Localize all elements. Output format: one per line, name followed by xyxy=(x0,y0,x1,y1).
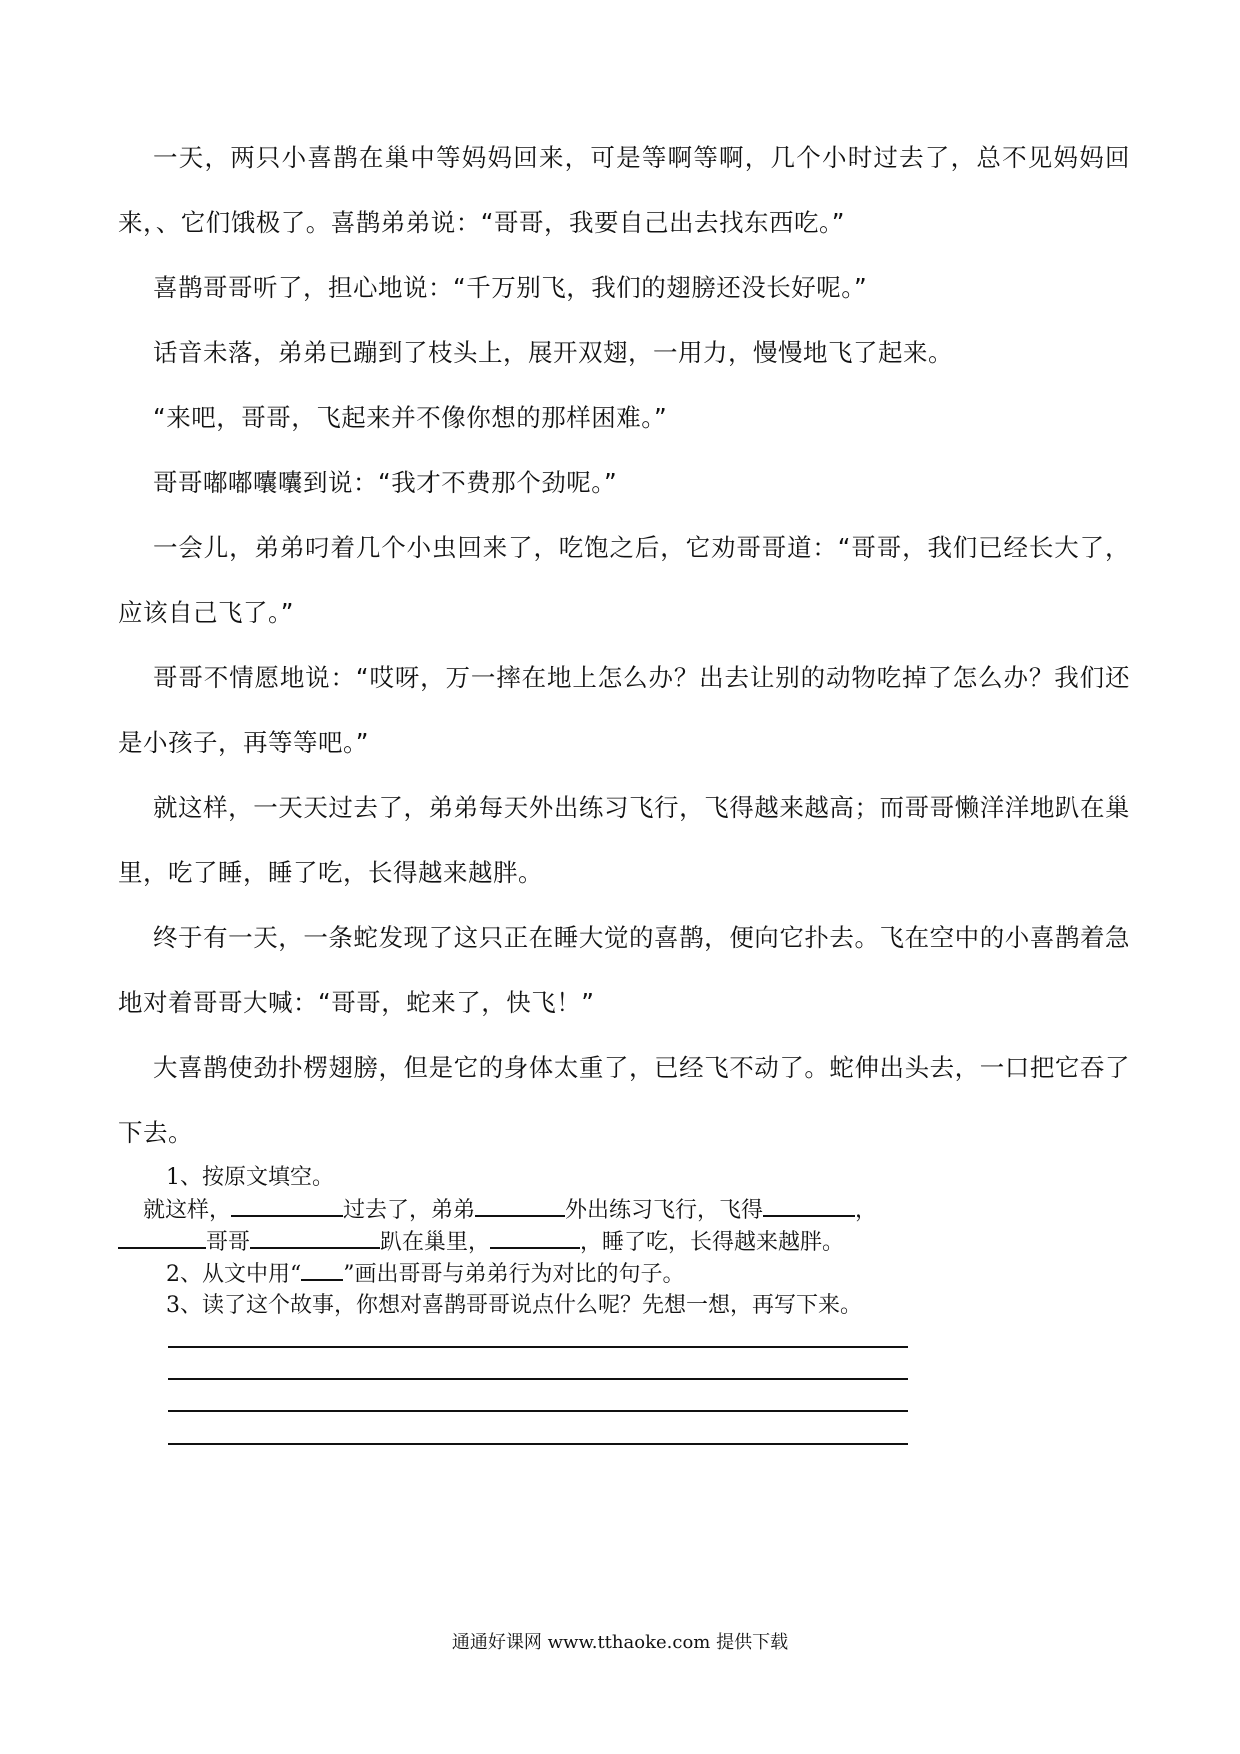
fill-blank[interactable] xyxy=(763,1195,855,1217)
fill-blank[interactable] xyxy=(118,1227,206,1249)
story-paragraph: 一会儿，弟弟叼着几个小虫回来了，吃饱之后，它劝哥哥道：“哥哥，我们已经长大了，应该自己飞了。” xyxy=(118,533,1130,627)
underline-sample xyxy=(301,1259,343,1281)
q1-text: ， xyxy=(855,1198,878,1223)
fill-blank[interactable] xyxy=(231,1195,343,1217)
footer-text: 通通好课网 www.tthaoke.com 提供下载 xyxy=(451,1632,789,1653)
story-text xyxy=(118,125,1130,1165)
q2-text: 2、从文中用“ xyxy=(166,1262,302,1287)
fill-blank[interactable] xyxy=(250,1227,380,1249)
q2-text: ”画出哥哥与弟弟行为对比的句子。 xyxy=(343,1262,685,1287)
q1-text: 哥哥 xyxy=(206,1230,251,1255)
story-paragraph: 喜鹊哥哥听了，担心地说：“千万别飞，我们的翅膀还没长好呢。” xyxy=(153,273,868,302)
answer-line[interactable] xyxy=(168,1443,908,1445)
answer-line[interactable] xyxy=(168,1410,908,1412)
fill-blank[interactable] xyxy=(490,1227,580,1249)
story-paragraph: 话音未落，弟弟已蹦到了枝头上，展开双翅，一用力，慢慢地飞了起来。 xyxy=(153,338,953,367)
story-paragraph: 大喜鹊使劲扑楞翅膀，但是它的身体太重了，已经飞不动了。蛇伸出头去，一口把它吞了下去。 xyxy=(118,1053,1130,1147)
story-paragraph: 一天，两只小喜鹊在巢中等妈妈回来，可是等啊等啊，几个小时过去了，总不见妈妈回来，、它们饿极了。喜鹊弟弟说：“哥哥，我要自己出去找东西吃。” xyxy=(118,143,1130,237)
question-1-line-2 xyxy=(118,1227,844,1258)
question-1-title: 1、按原文填空。 xyxy=(166,1165,334,1190)
question-1-line-1 xyxy=(143,1195,877,1226)
q1-text: 就这样， xyxy=(143,1198,232,1223)
story-paragraph: 终于有一天，一条蛇发现了这只正在睡大觉的喜鹊，便向它扑去。飞在空中的小喜鹊着急地对着哥哥大喊：“哥哥，蛇来了，快飞！” xyxy=(118,923,1130,1017)
q1-text: 外出练习飞行，飞得 xyxy=(565,1198,764,1223)
question-2 xyxy=(166,1259,685,1290)
fill-blank[interactable] xyxy=(475,1195,565,1217)
answer-line[interactable] xyxy=(168,1378,908,1380)
q1-text: 趴在巢里， xyxy=(380,1230,491,1255)
story-paragraph: 就这样，一天天过去了，弟弟每天外出练习飞行，飞得越来越高；而哥哥懒洋洋地趴在巢里，吃了睡，睡了吃，长得越来越胖。 xyxy=(118,793,1130,887)
story-paragraph: 哥哥不情愿地说：“哎呀，万一摔在地上怎么办？出去让别的动物吃掉了怎么办？我们还是小孩子，再等等吧。” xyxy=(118,663,1130,757)
q1-text: 过去了，弟弟 xyxy=(343,1198,476,1223)
story-paragraph: 哥哥嘟嘟囔囔到说：“我才不费那个劲呢。” xyxy=(153,468,618,497)
story-paragraph: “来吧，哥哥，飞起来并不像你想的那样困难。” xyxy=(153,403,668,432)
question-3: 3、读了这个故事，你想对喜鹊哥哥说点什么呢？先想一想，再写下来。 xyxy=(166,1293,862,1318)
answer-line[interactable] xyxy=(168,1346,908,1348)
q1-text: ，睡了吃，长得越来越胖。 xyxy=(580,1230,845,1255)
